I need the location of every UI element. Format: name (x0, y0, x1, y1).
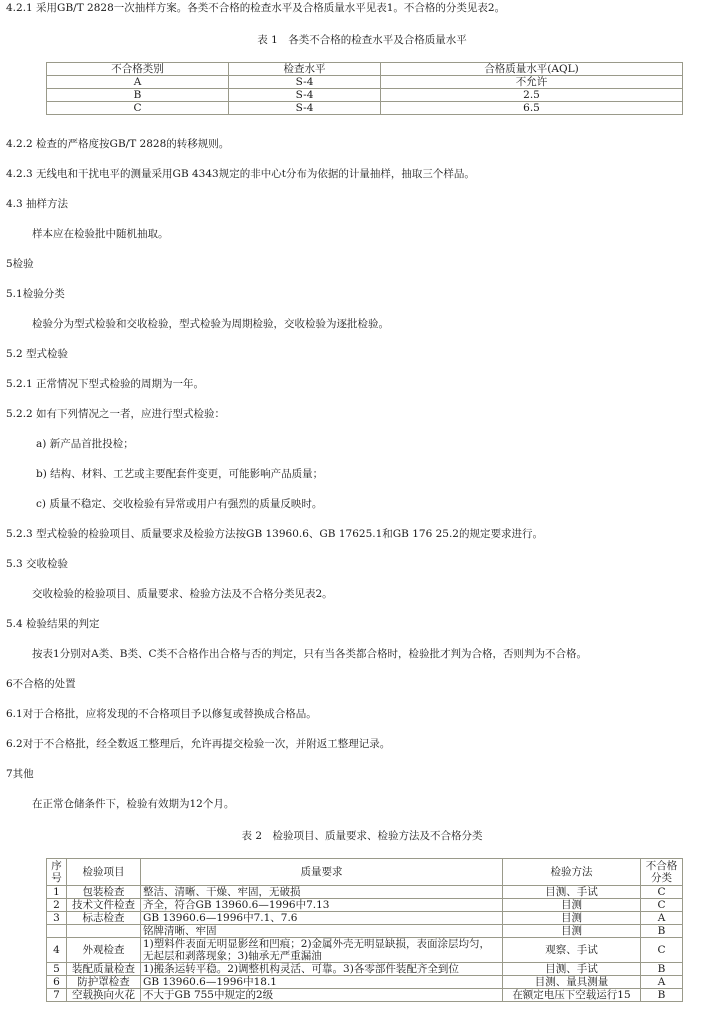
table2-header-class: 不合格分类 (641, 859, 683, 886)
table2-header-no: 序号 (47, 859, 67, 886)
section-6: 6不合格的处置 (6, 678, 76, 690)
clause-4-3-body: 样本应在检验批中随机抽取。 (32, 228, 169, 240)
table2-class: B (641, 963, 683, 976)
table2-no: 7 (47, 989, 67, 1002)
table2-item: 标志检查 (67, 912, 141, 925)
clause-5-1-body: 检验分为型式检验和交收检验，型式检验为周期检验，交收检验为逐批检验。 (32, 318, 389, 330)
table1 (46, 62, 683, 115)
table2-caption: 表 2 检验项目、质量要求、检验方法及不合格分类 (241, 830, 483, 842)
table-row (47, 963, 683, 976)
table1-cell: 6.5 (381, 102, 683, 115)
clause-5-3-body: 交收检验的检验项目、质量要求、检验方法及不合格分类见表2。 (32, 588, 333, 600)
clause-5-2-3: 5.2.3 型式检验的检验项目、质量要求及检验方法按GB 13960.6、GB 17625.1和GB 176 25.2的规定要求进行。 (6, 528, 543, 540)
table2-no: 2 (47, 899, 67, 912)
table2-req: GB 13960.6—1996中18.1 (141, 976, 503, 989)
table-row (47, 886, 683, 899)
table2-item: 包装检查 (67, 886, 141, 899)
table1-header-row (47, 63, 683, 76)
table2-class: C (641, 938, 683, 963)
table2-no: 6 (47, 976, 67, 989)
section-7-body: 在正常仓储条件下，检验有效期为12个月。 (32, 798, 235, 810)
table-row (47, 938, 683, 963)
table1-cell: S-4 (229, 89, 381, 102)
table2-method: 目测 (503, 899, 641, 912)
section-5: 5检验 (6, 258, 34, 270)
table1-cell: B (47, 89, 229, 102)
table2-class: A (641, 912, 683, 925)
table2-req: 铭牌清晰、牢固 (141, 925, 503, 938)
table1-cell: 2.5 (381, 89, 683, 102)
table-row (47, 89, 683, 102)
table2-header-req: 质量要求 (141, 859, 503, 886)
table1-cell: S-4 (229, 102, 381, 115)
table2-class: C (641, 886, 683, 899)
clause-6-1: 6.1对于合格批，应将发现的不合格项目予以修复或替换成合格品。 (6, 708, 317, 720)
table2-method: 目测、手试 (503, 886, 641, 899)
table2-class: B (641, 925, 683, 938)
table1-header-level: 检查水平 (229, 63, 381, 76)
table2-no: 1 (47, 886, 67, 899)
table-row (47, 899, 683, 912)
clause-4-2-2: 4.2.2 检查的严格度按GB/T 2828的转移规则。 (6, 138, 230, 150)
table2-method: 目测、量具测量 (503, 976, 641, 989)
table-row (47, 925, 683, 938)
clause-5-2-2: 5.2.2 如有下列情况之一者，应进行型式检验： (6, 408, 226, 420)
table-row (47, 976, 683, 989)
clause-6-2: 6.2对于不合格批，经全数返工整理后，允许再提交检验一次，并附返工整理记录。 (6, 738, 391, 750)
table2-header-row (47, 859, 683, 886)
clause-4-3: 4.3 抽样方法 (6, 198, 69, 210)
table2-class: C (641, 899, 683, 912)
clause-4-2-1: 4.2.1 采用GB/T 2828一次抽样方案。各类不合格的检查水平及合格质量水平见表1。不合格的分类见表2。 (6, 2, 506, 14)
table2-item (67, 925, 141, 938)
table2-header-item: 检验项目 (67, 859, 141, 886)
table1-header-category: 不合格类别 (47, 63, 229, 76)
table2-req: 1)搬条运转平稳。2)调整机构灵活、可靠。3)各零部件装配齐全到位 (141, 963, 503, 976)
clause-5-1: 5.1检验分类 (6, 288, 65, 300)
table2-no: 3 (47, 912, 67, 925)
table2-method: 在额定电压下空载运行15 (503, 989, 641, 1002)
table2 (46, 858, 683, 1002)
table2-class: A (641, 976, 683, 989)
clause-5-2-1: 5.2.1 正常情况下型式检验的周期为一年。 (6, 378, 205, 390)
section-7: 7其他 (6, 768, 34, 780)
clause-5-4-body: 按表1分别对A类、B类、C类不合格作出合格与否的判定，只有当各类都合格时，检验批才判为合格，否则判为不合格。 (32, 648, 588, 660)
table2-req: 齐全，符合GB 13960.6—1996中7.13 (141, 899, 503, 912)
table2-req: GB 13960.6—1996中7.1、7.6 (141, 912, 503, 925)
clause-5-3: 5.3 交收检验 (6, 558, 69, 570)
clause-5-2-2-c: c) 质量不稳定、交收检验有异常或用户有强烈的质量反映时。 (36, 498, 323, 510)
table2-class: B (641, 989, 683, 1002)
clause-5-2: 5.2 型式检验 (6, 348, 69, 360)
table-row (47, 989, 683, 1002)
table2-method: 目测 (503, 912, 641, 925)
clause-5-2-2-a: a) 新产品首批投检； (36, 438, 134, 450)
clause-5-2-2-b: b) 结构、材料、工艺或主要配套件变更，可能影响产品质量； (36, 468, 324, 480)
table2-req: 不大于GB 755中规定的2级 (141, 989, 503, 1002)
table2-req: 整洁、清晰、干燥、牢固，无破损 (141, 886, 503, 899)
table2-item: 外观检查 (67, 938, 141, 963)
table-row (47, 76, 683, 89)
table2-method: 目测、手试 (503, 963, 641, 976)
table1-cell: S-4 (229, 76, 381, 89)
table-row (47, 102, 683, 115)
table1-caption: 表 1 各类不合格的检查水平及合格质量水平 (257, 34, 467, 46)
table2-no: 4 (47, 938, 67, 963)
clause-5-4: 5.4 检验结果的判定 (6, 618, 100, 630)
table1-cell: C (47, 102, 229, 115)
table2-method: 观察、手试 (503, 938, 641, 963)
table2-req: 1)塑料件表面无明显影丝和凹痕；2)金属外壳无明显缺损，表面涂层均匀，无起层和剥落现象；3)轴承无严重漏油 (141, 938, 503, 963)
table1-header-aql: 合格质量水平(AQL) (381, 63, 683, 76)
table-row (47, 912, 683, 925)
table2-item: 技术文件检查 (67, 899, 141, 912)
table2-item: 装配质量检查 (67, 963, 141, 976)
table1-cell: A (47, 76, 229, 89)
table2-no: 5 (47, 963, 67, 976)
table2-item: 空载换向火花 (67, 989, 141, 1002)
clause-4-2-3: 4.2.3 无线电和干扰电平的测量采用GB 4343规定的非中心t分布为依据的计量抽样，抽取三个样品。 (6, 168, 475, 180)
table2-header-method: 检验方法 (503, 859, 641, 886)
table2-method: 目测 (503, 925, 641, 938)
table2-no (47, 925, 67, 938)
table2-item: 防护罩检查 (67, 976, 141, 989)
table1-cell: 不允许 (381, 76, 683, 89)
